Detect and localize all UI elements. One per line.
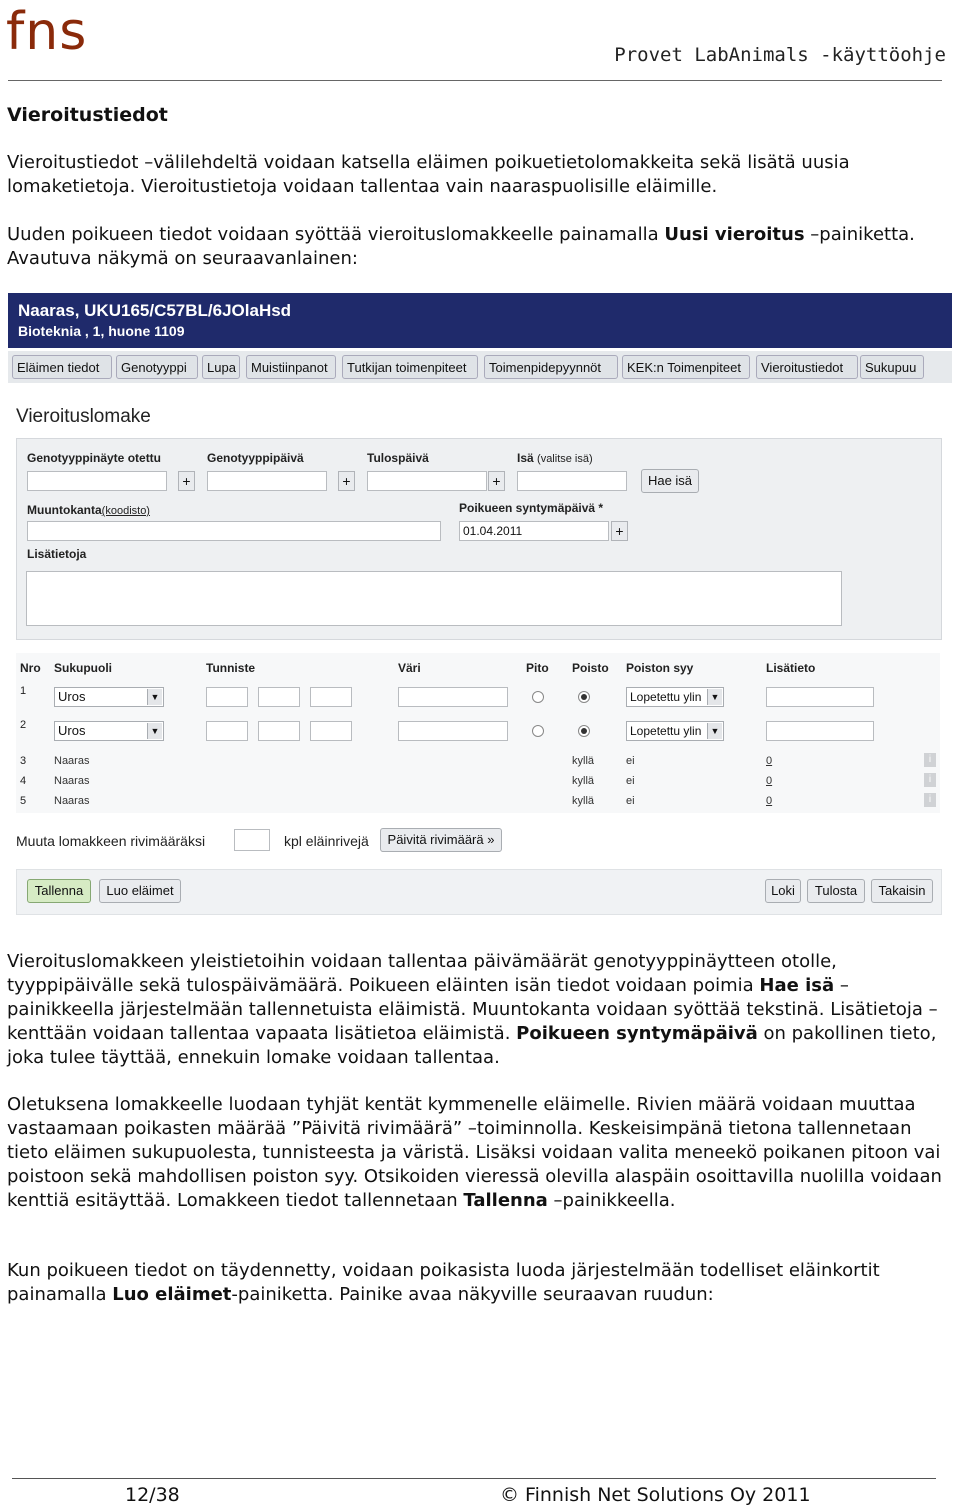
genotype-date-label: Genotyyppipäivä <box>207 451 304 465</box>
litter-birth-label: Poikueen syntymäpäivä * <box>459 501 604 515</box>
form-title: Vieroituslomake <box>16 406 151 427</box>
rowcount-input[interactable] <box>234 829 270 851</box>
col-keep: Pito <box>526 661 549 675</box>
id-input[interactable] <box>310 721 352 741</box>
col-remove: Poisto <box>572 661 609 675</box>
text: Kun poikueen tiedot on täydennetty, voidaan poikasista luoda järjestelmään todelliset eläinkortit painamalla <box>7 1260 880 1305</box>
text: on pakollinen tieto, joka tulee täyttää, ennekuin lomake voidaan tallentaa. <box>7 1023 937 1068</box>
info-icon[interactable]: i <box>924 773 936 787</box>
col-id: Tunniste <box>206 661 256 675</box>
header-divider <box>8 80 942 81</box>
id-input[interactable] <box>258 687 300 707</box>
strain-code-link[interactable]: (koodisto) <box>101 505 150 517</box>
keep-radio[interactable] <box>532 725 544 737</box>
extra-link[interactable]: 0 <box>766 755 773 767</box>
col-sex: Sukupuoli <box>54 661 112 675</box>
litter-grid <box>16 653 940 813</box>
paragraph-create <box>7 1259 942 1307</box>
animal-banner <box>8 293 952 348</box>
rowcount-label: Muuta lomakkeen rivimääräksi <box>16 833 206 849</box>
col-nro: Nro <box>20 661 41 675</box>
bold-text: Hae isä <box>759 975 835 996</box>
page-number: 12/38 <box>125 1484 180 1506</box>
text: –painiketta. Avautuva näkymä on seuraavanlainen: <box>7 224 915 269</box>
animal-location: Bioteknia , 1, huone 1109 <box>18 323 185 339</box>
text: Oletuksena lomakkeelle luodaan tyhjät kentät kymmenelle eläimelle. Rivien määrä voidaan muuttaa vastaamaan poikasten määrää ”Päivitä rivimäärä” –toiminnolla. Keskeisimpänä tietona tallennetaan tieto eläimen sukupuolesta, tunnisteesta ja väristä. Lisäksi voidaan valita meneekö poikanen pitoon vai poistoon sekä mahdollisen poiston syy. Otsikoiden vieressä olevilla alaspäin osoittavilla nuolilla voidaan kenttiä esitäyttää. Lomakkeen tiedot tallennetaan <box>7 1094 942 1211</box>
tab-bar <box>8 351 952 383</box>
father-label <box>517 451 593 465</box>
remove-value: ei <box>626 775 635 787</box>
id-input[interactable] <box>258 721 300 741</box>
animal-name: Naaras, UKU165/C57BL/6JOlaHsd <box>18 301 292 320</box>
paragraph-general-info <box>7 950 942 1070</box>
log-button[interactable]: Loki <box>765 879 801 903</box>
chevron-down-icon: ▼ <box>707 723 722 739</box>
sex-value: Naaras <box>54 755 90 767</box>
tab-researcher-actions[interactable]: Tutkijan toimenpiteet <box>342 355 478 379</box>
row-number: 5 <box>20 795 27 807</box>
sex-value: Uros <box>58 689 86 704</box>
find-father-button[interactable]: Hae isä <box>641 469 699 493</box>
genotype-sample-plus-button[interactable]: + <box>178 471 195 491</box>
remove-reason-select[interactable] <box>626 721 724 741</box>
id-input[interactable] <box>310 687 352 707</box>
update-rows-button[interactable]: Päivitä rivimäärä » <box>380 828 502 852</box>
row-number: 2 <box>20 719 27 731</box>
tab-kek-actions[interactable]: KEK:n Toimenpiteet <box>622 355 750 379</box>
tab-animal-info[interactable]: Eläimen tiedot <box>12 355 112 379</box>
tab-weaning[interactable]: Vieroitustiedot <box>756 355 858 379</box>
col-remove-reason: Poiston syy <box>626 661 694 675</box>
genotype-date-plus-button[interactable]: + <box>338 471 355 491</box>
col-color: Väri <box>398 661 421 675</box>
save-button[interactable]: Tallenna <box>27 879 91 903</box>
extra-link[interactable]: 0 <box>766 795 773 807</box>
copyright: © Finnish Net Solutions Oy 2011 <box>500 1484 811 1506</box>
result-date-label: Tulospäivä <box>367 451 429 465</box>
litter-birth-input[interactable]: 01.04.2011 <box>459 521 609 541</box>
tab-notes[interactable]: Muistiinpanot <box>246 355 336 379</box>
father-label-text: Isä <box>517 451 534 465</box>
row-number: 3 <box>20 755 27 767</box>
keep-value: kyllä <box>572 775 595 787</box>
remove-value: ei <box>626 755 635 767</box>
footer-divider <box>12 1478 936 1479</box>
color-input[interactable] <box>398 721 508 741</box>
remove-radio[interactable] <box>578 691 590 703</box>
text: Vieroituslomakkeen yleistietoihin voidaan tallentaa päivämäärät genotyyppinäytteen otolle, tyyppipäivälle sekä tulospäivämäärä. Poikueen eläinten isän tiedot voidaan poimia <box>7 951 837 996</box>
extra-info-textarea[interactable] <box>26 571 842 626</box>
chevron-down-icon: ▼ <box>147 689 162 705</box>
create-animals-button[interactable]: Luo eläimet <box>99 879 181 903</box>
sex-value: Naaras <box>54 795 90 807</box>
bold-text: Uusi vieroitus <box>664 224 805 245</box>
row-number: 4 <box>20 775 27 787</box>
genotype-date-input[interactable] <box>207 471 327 491</box>
result-date-plus-button[interactable]: + <box>488 471 505 491</box>
print-button[interactable]: Tulosta <box>807 879 865 903</box>
tab-genotype[interactable]: Genotyyppi <box>116 355 198 379</box>
remove-radio[interactable] <box>578 725 590 737</box>
sex-select[interactable] <box>54 721 164 741</box>
genotype-sample-label: Genotyyppinäyte otettu <box>27 451 162 465</box>
strain-label-text: Muuntokanta <box>27 503 102 517</box>
father-hint: (valitse isä) <box>537 453 593 465</box>
reason-value: Lopetettu ylin <box>630 690 702 704</box>
extra-input[interactable] <box>766 687 874 707</box>
chevron-down-icon: ▼ <box>707 689 722 705</box>
info-icon[interactable]: i <box>924 753 936 767</box>
col-extra: Lisätieto <box>766 661 816 675</box>
bold-text: Tallenna <box>463 1190 548 1211</box>
genotype-sample-input[interactable] <box>27 471 167 491</box>
remove-reason-select[interactable] <box>626 687 724 707</box>
strain-input[interactable] <box>27 521 441 541</box>
paragraph-intro-1: Vieroitustiedot –välilehdeltä voidaan katsella eläimen poikuetietolomakkeita sekä lisätä uusia lomaketietoja. Vieroitustietoja voidaan tallentaa vain naaraspuolisille eläimille. <box>7 152 850 197</box>
result-date-input[interactable] <box>367 471 487 491</box>
chevron-down-icon: ▼ <box>147 723 162 739</box>
fns-logo: fns <box>6 2 88 62</box>
row-number: 1 <box>20 685 27 697</box>
strain-label <box>27 503 150 517</box>
keep-value: kyllä <box>572 795 595 807</box>
tab-license[interactable]: Lupa <box>202 355 240 379</box>
paragraph-intro-2 <box>7 223 942 271</box>
text: Uuden poikueen tiedot voidaan syöttää vieroituslomakkeelle painamalla <box>7 224 665 245</box>
sex-select[interactable] <box>54 687 164 707</box>
bold-text: Poikueen syntymäpäivä <box>516 1023 758 1044</box>
action-bar <box>16 869 942 915</box>
text: -painiketta. Painike avaa näkyville seuraavan ruudun: <box>231 1284 714 1305</box>
id-input[interactable] <box>206 687 248 707</box>
color-input[interactable] <box>398 687 508 707</box>
sex-value: Uros <box>58 723 86 738</box>
keep-value: kyllä <box>572 755 595 767</box>
father-input[interactable] <box>517 471 627 491</box>
form-screenshot <box>8 293 952 918</box>
extra-link[interactable]: 0 <box>766 775 773 787</box>
reason-value: Lopetettu ylin <box>630 724 702 738</box>
extra-input[interactable] <box>766 721 874 741</box>
litter-birth-plus-button[interactable]: + <box>611 521 628 541</box>
section-heading: Vieroitustiedot <box>7 104 168 126</box>
remove-value: ei <box>626 795 635 807</box>
info-icon[interactable]: i <box>924 793 936 807</box>
bold-text: Luo eläimet <box>112 1284 232 1305</box>
sex-value: Naaras <box>54 775 90 787</box>
text: –painikkeella. <box>547 1190 676 1211</box>
text: –painikkeella järjestelmään tallennetuista eläimistä. Muuntokanta voidaan syöttää tekstinä. Lisätietoja –kenttään voidaan tallentaa vapaata lisätietoa eläimistä. <box>7 975 938 1044</box>
keep-radio[interactable] <box>532 691 544 703</box>
back-button[interactable]: Takaisin <box>871 879 933 903</box>
tab-action-requests[interactable]: Toimenpidepyynnöt <box>484 355 618 379</box>
rowcount-suffix: kpl eläinrivejä <box>284 833 369 849</box>
id-input[interactable] <box>206 721 248 741</box>
paragraph-rows <box>7 1093 942 1213</box>
tab-pedigree[interactable]: Sukupuu <box>860 355 924 379</box>
extra-info-label: Lisätietoja <box>27 547 87 561</box>
document-title: Provet LabAnimals -käyttöohje <box>614 44 946 66</box>
